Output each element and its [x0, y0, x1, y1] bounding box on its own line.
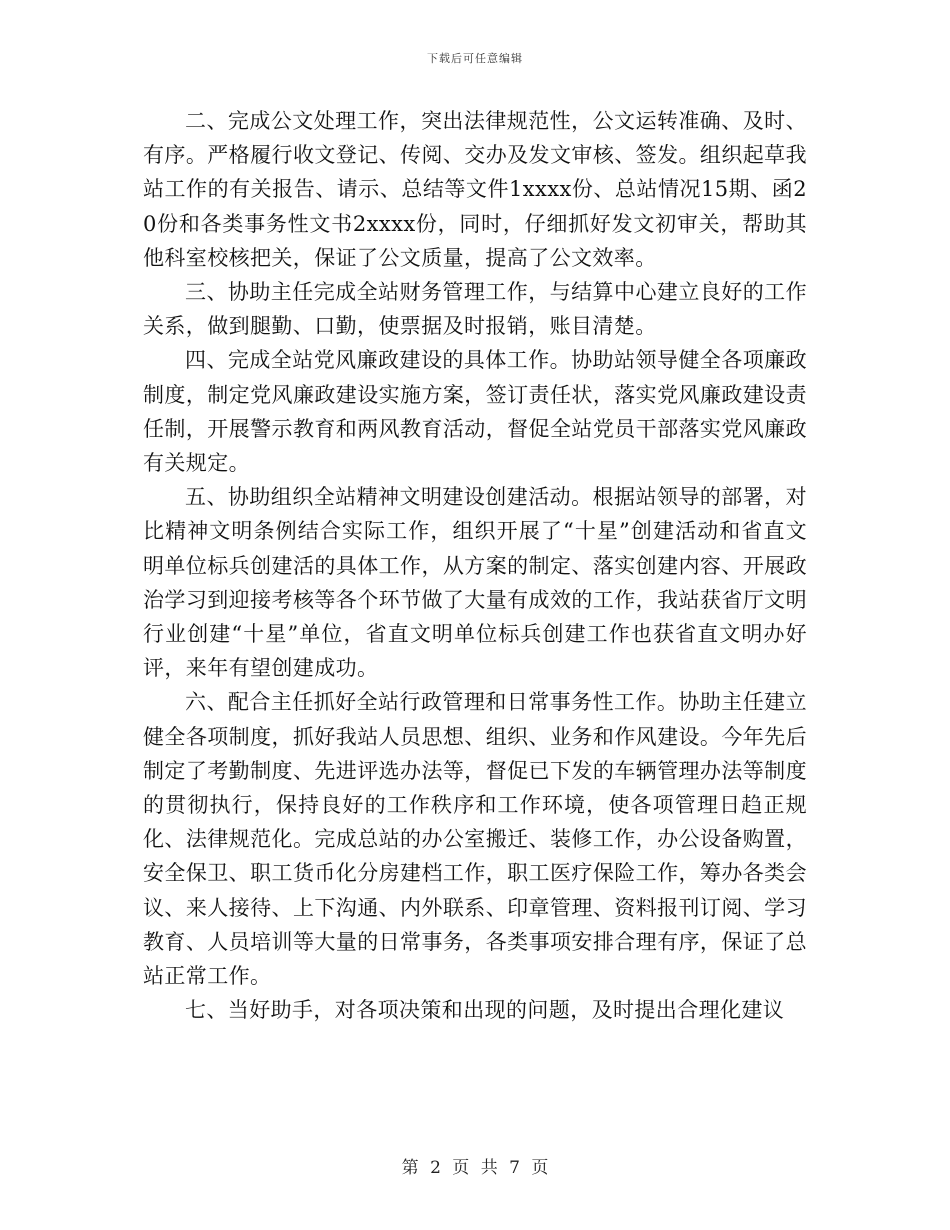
paragraph-2: 二、完成公文处理工作，突出法律规范性，公文运转准确、及时、有序。严格履行收文登记、传阅、交办及发文审核、签发。组织起草我站工作的有关报告、请示、总结等文件1xxxx份、总站情况15期、函20份和各类事务性文书2xxxx份，同时，仔细抓好发文初审关，帮助其他科室校核把关，保证了公文质量，提高了公文效率。: [143, 109, 807, 270]
page-number-footer: 第 2 页 共 7 页: [401, 1158, 549, 1178]
document-body: [143, 104, 807, 1027]
page-header: 下载后可任意编辑: [427, 52, 523, 65]
paragraph-5: 五、协助组织全站精神文明建设创建活动。根据站领导的部署，对比精神文明条例结合实际工作，组织开展了“十星”创建活动和省直文明单位标兵创建活的具体工作，从方案的制定、落实创建内容、开展政治学习到迎接考核等各个环节做了大量有成效的工作，我站获省厅文明行业创建“十星”单位，省直文明单位标兵创建工作也获省直文明办好评，来年有望创建成功。: [143, 485, 807, 681]
paragraph-6: 六、配合主任抓好全站行政管理和日常事务性工作。协助主任建立健全各项制度，抓好我站人员思想、组织、业务和作风建设。今年先后制定了考勤制度、先进评选办法等，督促已下发的车辆管理办法等制度的贯彻执行，保持良好的工作秩序和工作环境，使各项管理日趋正规化、法律规范化。完成总站的办公室搬迁、装修工作，办公设备购置，安全保卫、职工货币化分房建档工作，职工医疗保险工作，筹办各类会议、来人接待、上下沟通、内外联系、印章管理、资料报刊订阅、学习教育、人员培训等大量的日常事务，各类事项安排合理有序，保证了总站正常工作。: [143, 690, 807, 989]
paragraph-7: 七、当好助手，对各项决策和出现的问题，及时提出合理化建议: [185, 998, 785, 1023]
paragraph-4: 四、完成全站党风廉政建设的具体工作。协助站领导健全各项廉政制度，制定党风廉政建设实施方案，签订责任状，落实党风廉政建设责任制，开展警示教育和两风教育活动，督促全站党员干部落实党风廉政有关规定。: [143, 348, 807, 476]
paragraph-3: 三、协助主任完成全站财务管理工作，与结算中心建立良好的工作关系，做到腿勤、口勤，使票据及时报销，账目清楚。: [143, 280, 807, 339]
